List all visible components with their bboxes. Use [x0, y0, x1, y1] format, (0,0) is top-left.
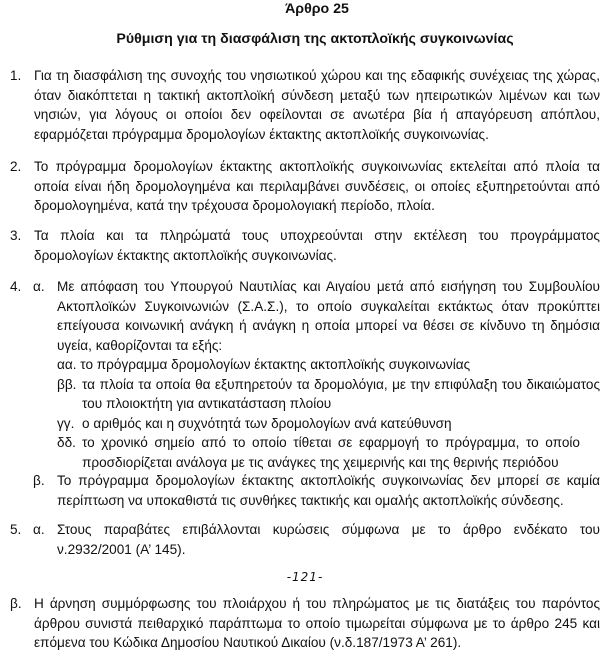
- paragraph-number: 1.: [10, 68, 22, 83]
- paragraph-number: 3.: [10, 228, 22, 243]
- subparagraph-label: β.: [33, 473, 45, 488]
- subparagraph-text: Το πρόγραμμα δρομολογίων έκτακτης ακτοπλοϊκής συγκοινωνίας δεν μπορεί σε καμία περίπτωση να υποκαθιστά τις συνθήκες τακτικής και ομαλής ακτοπλοϊκής σύνδεσης.: [57, 473, 600, 508]
- item-label: δδ.: [57, 435, 76, 450]
- subparagraph-5a: [10, 520, 600, 559]
- list-item-dd: [10, 433, 600, 472]
- item-text: ο αριθμός και η συχνότητά των δρομολογίων ανά κατεύθυνση: [82, 415, 452, 431]
- paragraph-number: 5.: [10, 522, 22, 537]
- subparagraph-text: Η άρνηση συμμόρφωσης του πλοιάρχου ή του πληρώματος με τις διατάξεις του παρόντος άρθρου συνιστά πειθαρχικό παράπτωμα το οποίο τιμωρείται σύμφωνα με το άρθρο 245 και επόμενα του Κώδικα Δημοσίου Ναυτικού Δικαίου (ν.δ.187/1973 Α’ 261).: [34, 596, 600, 650]
- paragraph-3: [10, 226, 600, 265]
- list-item-aa: [10, 355, 600, 375]
- subparagraph-text: Με απόφαση του Υπουργού Ναυτιλίας και Αιγαίου μετά από εισήγηση του Συμβουλίου Ακτοπλοϊκών Συγκοινωνιών (Σ.Α.Σ.), το οποίο συγκαλείται εκτάκτως όταν προκύπτει επείγουσα κοινωνική ανάγκη ή ανάγκη η οποία μπορεί να θέσει σε κίνδυνο τη δημόσια υγεία, καθορίζονται τα εξής:: [57, 279, 600, 353]
- subparagraph-5b: [10, 594, 600, 653]
- list-item-gg: [10, 414, 600, 434]
- item-label: γγ.: [57, 415, 75, 431]
- subparagraph-label: α.: [33, 279, 45, 294]
- paragraph-5: [10, 520, 600, 559]
- paragraph-2: [10, 157, 600, 216]
- paragraph-4b: [10, 471, 600, 510]
- subparagraph-text: Στους παραβάτες επιβάλλονται κυρώσεις σύμφωνα με το άρθρο ενδέκατο του ν.2932/2001 (Α’ 145).: [57, 522, 600, 557]
- paragraph-text: Τα πλοία και τα πληρώματά τους υποχρεούνται στην εκτέλεση του προγράμματος δρομολογίων έκτακτης ακτοπλοϊκής συγκοινωνίας.: [34, 228, 600, 263]
- paragraph-number: 2.: [10, 159, 22, 174]
- item-text: το χρονικό σημείο από το οποίο τίθεται σε εφαρμογή το πρόγραμμα, το οποίο προσδιορίζεται ανάλογα με τις ανάγκες της χειμερινής και της θερινής περιόδου: [82, 435, 580, 470]
- page-number: -121-: [286, 570, 324, 584]
- article-heading: Ρύθμιση για τη διασφάλιση της ακτοπλοϊκής συγκοινωνίας: [116, 31, 514, 47]
- paragraph-text: Για τη διασφάλιση της συνοχής του νησιωτικού χώρου και της εδαφικής συνέχειας της χώρας, όταν διακόπτεται η τακτική ακτοπλοϊκή σύνδεση μεταξύ των ηπειρωτικών λιμένων και των νησιών, για λόγους οι οποίοι δεν οφείλονται σε ανωτέρα βία ή απαγόρευση απόπλου, εφαρμόζεται πρόγραμμα δρομολογίων έκτακτης ακτοπλοϊκής συγκοινωνίας.: [34, 68, 600, 142]
- item-label: αα.: [57, 357, 77, 372]
- subparagraph-label: α.: [33, 522, 45, 537]
- item-text: το πρόγραμμα δρομολογίων έκτακτης ακτοπλοϊκής συγκοινωνίας: [80, 357, 471, 372]
- paragraph-4: [10, 277, 600, 472]
- article-number: Άρθρο 25: [285, 1, 349, 17]
- subparagraph-4a: [10, 277, 600, 355]
- list-item-bb: [10, 375, 600, 414]
- paragraph-1: [10, 66, 600, 144]
- subparagraph-label: β.: [10, 596, 22, 611]
- subparagraph-4b: [10, 471, 600, 510]
- paragraph-number: 4.: [10, 279, 22, 294]
- paragraph-5b: [10, 594, 600, 653]
- paragraph-text: Το πρόγραμμα δρομολογίων έκτακτης ακτοπλοϊκής συγκοινωνίας εκτελείται από πλοία τα οποία είναι ήδη δρομολογημένα και περιλαμβάνει συνδέσεις, οι οποίες εξυπηρετούνται από δρομολογημένα, κατά την τρέχουσα δρομολογιακή περίοδο, πλοία.: [34, 159, 600, 213]
- item-text: τα πλοία τα οποία θα εξυπηρετούν τα δρομολόγια, με την επιφύλαξη του δικαιώματος του πλοιοκτήτη για αντικατάσταση πλοίου: [82, 376, 600, 411]
- item-label: ββ.: [57, 376, 77, 392]
